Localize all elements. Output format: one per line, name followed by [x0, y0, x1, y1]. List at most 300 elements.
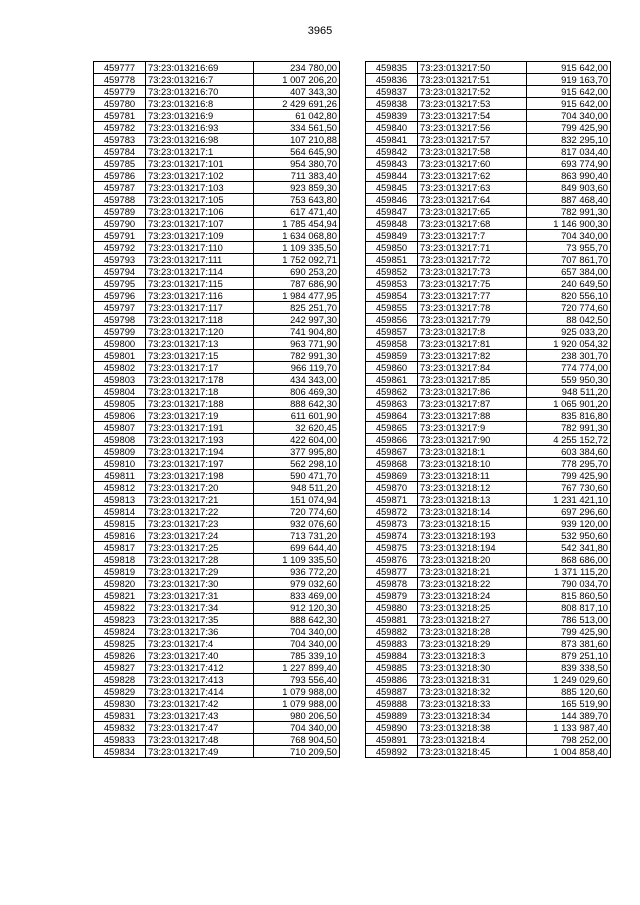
cadastral-number-cell: 73:23:013218:33	[418, 698, 527, 710]
row-number-cell: 459882	[366, 626, 418, 638]
cadastral-number-cell: 73:23:013217:105	[146, 194, 254, 206]
table-row	[366, 710, 611, 722]
table-row	[366, 206, 611, 218]
row-number-cell: 459838	[366, 98, 418, 110]
row-number-cell: 459877	[366, 566, 418, 578]
row-number-cell: 459798	[94, 314, 146, 326]
table-row	[94, 734, 340, 746]
cadastral-number-cell: 73:23:013217:75	[418, 278, 527, 290]
cadastral-number-cell: 73:23:013217:102	[146, 170, 254, 182]
cadastral-number-cell: 73:23:013217:111	[146, 254, 254, 266]
row-number-cell: 459822	[94, 602, 146, 614]
value-cell: 948 511,20	[527, 386, 611, 398]
cadastral-number-cell: 73:23:013217:30	[146, 578, 254, 590]
table-row	[94, 458, 340, 470]
cadastral-number-cell: 73:23:013218:29	[418, 638, 527, 650]
value-cell: 939 120,00	[527, 518, 611, 530]
cadastral-number-cell: 73:23:013218:12	[418, 482, 527, 494]
cadastral-number-cell: 73:23:013216:8	[146, 98, 254, 110]
row-number-cell: 459783	[94, 134, 146, 146]
table-row	[366, 602, 611, 614]
value-cell: 407 343,30	[254, 86, 340, 98]
row-number-cell: 459878	[366, 578, 418, 590]
cadastral-number-cell: 73:23:013216:93	[146, 122, 254, 134]
cadastral-number-cell: 73:23:013217:414	[146, 686, 254, 698]
cadastral-number-cell: 73:23:013217:90	[418, 434, 527, 446]
value-cell: 774 774,00	[527, 362, 611, 374]
table-row	[366, 278, 611, 290]
cadastral-number-cell: 73:23:013218:32	[418, 686, 527, 698]
cadastral-number-cell: 73:23:013217:77	[418, 290, 527, 302]
value-cell: 2 429 691,26	[254, 98, 340, 110]
value-cell: 693 774,90	[527, 158, 611, 170]
table-row	[94, 350, 340, 362]
table-row	[94, 602, 340, 614]
table-row	[366, 662, 611, 674]
row-number-cell: 459863	[366, 398, 418, 410]
table-row	[94, 638, 340, 650]
row-number-cell: 459842	[366, 146, 418, 158]
cadastral-number-cell: 73:23:013217:63	[418, 182, 527, 194]
value-cell: 1 079 988,00	[254, 686, 340, 698]
table-row	[94, 206, 340, 218]
row-number-cell: 459886	[366, 674, 418, 686]
row-number-cell: 459799	[94, 326, 146, 338]
value-cell: 1 109 335,50	[254, 554, 340, 566]
value-cell: 1 109 335,50	[254, 242, 340, 254]
value-cell: 790 034,70	[527, 578, 611, 590]
table-row	[366, 722, 611, 734]
table-row	[366, 482, 611, 494]
cadastral-number-cell: 73:23:013217:79	[418, 314, 527, 326]
value-cell: 786 513,00	[527, 614, 611, 626]
cadastral-number-cell: 73:23:013217:35	[146, 614, 254, 626]
table-row	[94, 230, 340, 242]
row-number-cell: 459868	[366, 458, 418, 470]
row-number-cell: 459883	[366, 638, 418, 650]
row-number-cell: 459788	[94, 194, 146, 206]
table-row	[366, 470, 611, 482]
row-number-cell: 459871	[366, 494, 418, 506]
cadastral-number-cell: 73:23:013217:25	[146, 542, 254, 554]
value-cell: 713 731,20	[254, 530, 340, 542]
value-cell: 963 771,90	[254, 338, 340, 350]
row-number-cell: 459888	[366, 698, 418, 710]
value-cell: 1 227 899,40	[254, 662, 340, 674]
row-number-cell: 459777	[94, 62, 146, 74]
table-row	[94, 482, 340, 494]
cadastral-number-cell: 73:23:013217:85	[418, 374, 527, 386]
table-row	[366, 386, 611, 398]
cadastral-number-cell: 73:23:013218:30	[418, 662, 527, 674]
table-row	[94, 626, 340, 638]
value-cell: 617 471,40	[254, 206, 340, 218]
cadastral-number-cell: 73:23:013218:15	[418, 518, 527, 530]
table-row	[94, 290, 340, 302]
cadastral-number-cell: 73:23:013217:78	[418, 302, 527, 314]
table-row	[366, 746, 611, 758]
row-number-cell: 459889	[366, 710, 418, 722]
row-number-cell: 459874	[366, 530, 418, 542]
row-number-cell: 459816	[94, 530, 146, 542]
row-number-cell: 459855	[366, 302, 418, 314]
value-cell: 711 383,40	[254, 170, 340, 182]
value-cell: 562 298,10	[254, 458, 340, 470]
row-number-cell: 459782	[94, 122, 146, 134]
table-row	[366, 302, 611, 314]
row-number-cell: 459840	[366, 122, 418, 134]
value-cell: 782 991,30	[254, 350, 340, 362]
cadastral-number-cell: 73:23:013217:106	[146, 206, 254, 218]
value-cell: 915 642,00	[527, 62, 611, 74]
cadastral-number-cell: 73:23:013217:72	[418, 254, 527, 266]
row-number-cell: 459814	[94, 506, 146, 518]
table-row	[366, 62, 611, 74]
table-row	[94, 242, 340, 254]
value-cell: 980 206,50	[254, 710, 340, 722]
value-cell: 240 649,50	[527, 278, 611, 290]
value-cell: 887 468,40	[527, 194, 611, 206]
cadastral-number-cell: 73:23:013217:73	[418, 266, 527, 278]
row-number-cell: 459792	[94, 242, 146, 254]
cadastral-number-cell: 73:23:013217:86	[418, 386, 527, 398]
table-row	[94, 254, 340, 266]
table-row	[94, 398, 340, 410]
value-cell: 923 859,30	[254, 182, 340, 194]
row-number-cell: 459856	[366, 314, 418, 326]
cadastral-number-cell: 73:23:013217:58	[418, 146, 527, 158]
cadastral-number-cell: 73:23:013217:194	[146, 446, 254, 458]
value-cell: 61 042,80	[254, 110, 340, 122]
row-number-cell: 459817	[94, 542, 146, 554]
table-row	[366, 686, 611, 698]
page-number: 3965	[307, 25, 333, 37]
cadastral-number-cell: 73:23:013217:64	[418, 194, 527, 206]
table-row	[366, 566, 611, 578]
value-cell: 234 780,00	[254, 62, 340, 74]
cadastral-number-cell: 73:23:013217:191	[146, 422, 254, 434]
cadastral-number-cell: 73:23:013217:40	[146, 650, 254, 662]
row-number-cell: 459833	[94, 734, 146, 746]
value-cell: 793 556,40	[254, 674, 340, 686]
value-cell: 915 642,00	[527, 98, 611, 110]
value-cell: 1 079 988,00	[254, 698, 340, 710]
table-row	[94, 278, 340, 290]
value-cell: 839 338,50	[527, 662, 611, 674]
table-row	[94, 566, 340, 578]
table-row	[94, 530, 340, 542]
value-cell: 948 511,20	[254, 482, 340, 494]
value-cell: 720 774,60	[254, 506, 340, 518]
value-cell: 768 904,50	[254, 734, 340, 746]
cadastral-number-cell: 73:23:013218:10	[418, 458, 527, 470]
row-number-cell: 459832	[94, 722, 146, 734]
row-number-cell: 459810	[94, 458, 146, 470]
table-row	[366, 434, 611, 446]
value-cell: 1 007 206,20	[254, 74, 340, 86]
cadastral-number-cell: 73:23:013217:15	[146, 350, 254, 362]
cadastral-number-cell: 73:23:013218:38	[418, 722, 527, 734]
cadastral-number-cell: 73:23:013217:81	[418, 338, 527, 350]
cadastral-number-cell: 73:23:013217:20	[146, 482, 254, 494]
row-number-cell: 459791	[94, 230, 146, 242]
table-row	[366, 734, 611, 746]
value-cell: 868 686,00	[527, 554, 611, 566]
value-cell: 936 772,20	[254, 566, 340, 578]
value-cell: 835 816,80	[527, 410, 611, 422]
row-number-cell: 459802	[94, 362, 146, 374]
row-number-cell: 459823	[94, 614, 146, 626]
value-cell: 699 644,40	[254, 542, 340, 554]
cadastral-number-cell: 73:23:013217:56	[418, 122, 527, 134]
cadastral-number-cell: 73:23:013217:65	[418, 206, 527, 218]
row-number-cell: 459805	[94, 398, 146, 410]
row-number-cell: 459867	[366, 446, 418, 458]
cadastral-number-cell: 73:23:013218:45	[418, 746, 527, 758]
row-number-cell: 459824	[94, 626, 146, 638]
row-number-cell: 459858	[366, 338, 418, 350]
table-row	[366, 374, 611, 386]
cadastral-number-cell: 73:23:013217:50	[418, 62, 527, 74]
row-number-cell: 459872	[366, 506, 418, 518]
row-number-cell: 459884	[366, 650, 418, 662]
table-row	[94, 746, 340, 758]
value-cell: 1 984 477,95	[254, 290, 340, 302]
table-row	[94, 662, 340, 674]
value-cell: 954 380,70	[254, 158, 340, 170]
table-row	[94, 386, 340, 398]
cadastral-number-cell: 73:23:013217:71	[418, 242, 527, 254]
value-cell: 979 032,60	[254, 578, 340, 590]
table-row	[366, 146, 611, 158]
row-number-cell: 459831	[94, 710, 146, 722]
value-cell: 704 340,00	[254, 638, 340, 650]
table-row	[366, 194, 611, 206]
cadastral-number-cell: 73:23:013217:43	[146, 710, 254, 722]
cadastral-number-cell: 73:23:013217:22	[146, 506, 254, 518]
row-number-cell: 459836	[366, 74, 418, 86]
value-cell: 932 076,60	[254, 518, 340, 530]
cadastral-number-cell: 73:23:013217:82	[418, 350, 527, 362]
table-row	[366, 554, 611, 566]
cadastral-number-cell: 73:23:013218:14	[418, 506, 527, 518]
cadastral-number-cell: 73:23:013217:57	[418, 134, 527, 146]
value-cell: 1 065 901,20	[527, 398, 611, 410]
value-cell: 863 990,40	[527, 170, 611, 182]
value-cell: 1 231 421,10	[527, 494, 611, 506]
row-number-cell: 459829	[94, 686, 146, 698]
row-number-cell: 459846	[366, 194, 418, 206]
cadastral-number-cell: 73:23:013216:7	[146, 74, 254, 86]
table-row	[94, 338, 340, 350]
cadastral-number-cell: 73:23:013216:98	[146, 134, 254, 146]
table-row	[94, 674, 340, 686]
value-cell: 1 785 454,94	[254, 218, 340, 230]
row-number-cell: 459875	[366, 542, 418, 554]
value-cell: 888 642,30	[254, 398, 340, 410]
cadastral-number-cell: 73:23:013217:118	[146, 314, 254, 326]
table-row	[94, 422, 340, 434]
table-row	[366, 398, 611, 410]
cadastral-number-cell: 73:23:013218:194	[418, 542, 527, 554]
row-number-cell: 459852	[366, 266, 418, 278]
row-number-cell: 459885	[366, 662, 418, 674]
table-row	[366, 506, 611, 518]
table-row	[366, 518, 611, 530]
table-row	[366, 290, 611, 302]
cadastral-number-cell: 73:23:013217:60	[418, 158, 527, 170]
row-number-cell: 459834	[94, 746, 146, 758]
row-number-cell: 459845	[366, 182, 418, 194]
row-number-cell: 459859	[366, 350, 418, 362]
value-cell: 873 381,60	[527, 638, 611, 650]
table-body	[94, 62, 340, 758]
row-number-cell: 459786	[94, 170, 146, 182]
row-number-cell: 459781	[94, 110, 146, 122]
row-number-cell: 459803	[94, 374, 146, 386]
row-number-cell: 459809	[94, 446, 146, 458]
row-number-cell: 459794	[94, 266, 146, 278]
cadastral-number-cell: 73:23:013217:7	[418, 230, 527, 242]
table-row	[94, 122, 340, 134]
value-cell: 808 817,10	[527, 602, 611, 614]
table-row	[366, 578, 611, 590]
table-row	[366, 650, 611, 662]
cadastral-number-cell: 73:23:013217:197	[146, 458, 254, 470]
value-cell: 925 033,20	[527, 326, 611, 338]
table-row	[366, 326, 611, 338]
value-cell: 919 163,70	[527, 74, 611, 86]
value-cell: 710 209,50	[254, 746, 340, 758]
table-row	[94, 362, 340, 374]
cadastral-number-cell: 73:23:013218:34	[418, 710, 527, 722]
row-number-cell: 459815	[94, 518, 146, 530]
row-number-cell: 459825	[94, 638, 146, 650]
value-cell: 885 120,60	[527, 686, 611, 698]
cadastral-number-cell: 73:23:013217:9	[418, 422, 527, 434]
row-number-cell: 459818	[94, 554, 146, 566]
cadastral-number-cell: 73:23:013217:51	[418, 74, 527, 86]
value-cell: 799 425,90	[527, 122, 611, 134]
table-row	[94, 518, 340, 530]
value-cell: 704 340,00	[254, 626, 340, 638]
table-row	[94, 434, 340, 446]
cadastral-number-cell: 73:23:013217:49	[146, 746, 254, 758]
row-number-cell: 459797	[94, 302, 146, 314]
value-cell: 377 995,80	[254, 446, 340, 458]
table-body	[366, 62, 611, 758]
row-number-cell: 459828	[94, 674, 146, 686]
value-cell: 912 120,30	[254, 602, 340, 614]
value-cell: 817 034,40	[527, 146, 611, 158]
value-cell: 532 950,60	[527, 530, 611, 542]
table-row	[94, 698, 340, 710]
cadastral-number-cell: 73:23:013217:52	[418, 86, 527, 98]
value-cell: 915 642,00	[527, 86, 611, 98]
row-number-cell: 459879	[366, 590, 418, 602]
value-cell: 1 634 068,80	[254, 230, 340, 242]
row-number-cell: 459808	[94, 434, 146, 446]
cadastral-number-cell: 73:23:013217:34	[146, 602, 254, 614]
cadastral-number-cell: 73:23:013217:87	[418, 398, 527, 410]
table-row	[94, 158, 340, 170]
value-cell: 559 950,30	[527, 374, 611, 386]
cadastral-number-cell: 73:23:013217:13	[146, 338, 254, 350]
row-number-cell: 459813	[94, 494, 146, 506]
row-number-cell: 459853	[366, 278, 418, 290]
value-cell: 879 251,10	[527, 650, 611, 662]
table-row	[94, 578, 340, 590]
table-row	[94, 134, 340, 146]
value-cell: 107 210,88	[254, 134, 340, 146]
table-row	[366, 110, 611, 122]
row-number-cell: 459795	[94, 278, 146, 290]
table-row	[366, 254, 611, 266]
table-row	[94, 86, 340, 98]
value-cell: 782 991,30	[527, 206, 611, 218]
table-row	[366, 98, 611, 110]
row-number-cell: 459850	[366, 242, 418, 254]
table-row	[94, 722, 340, 734]
cadastral-number-cell: 73:23:013217:413	[146, 674, 254, 686]
row-number-cell: 459811	[94, 470, 146, 482]
value-cell: 611 601,90	[254, 410, 340, 422]
cadastral-number-cell: 73:23:013217:193	[146, 434, 254, 446]
table-row	[94, 302, 340, 314]
table-row	[366, 242, 611, 254]
table-row	[94, 542, 340, 554]
row-number-cell: 459800	[94, 338, 146, 350]
table-row	[366, 422, 611, 434]
value-cell: 704 340,00	[527, 110, 611, 122]
cadastral-number-cell: 73:23:013218:13	[418, 494, 527, 506]
row-number-cell: 459865	[366, 422, 418, 434]
cadastral-number-cell: 73:23:013217:53	[418, 98, 527, 110]
table-row	[366, 86, 611, 98]
row-number-cell: 459778	[94, 74, 146, 86]
row-number-cell: 459790	[94, 218, 146, 230]
row-number-cell: 459835	[366, 62, 418, 74]
table-row	[94, 218, 340, 230]
table-row	[94, 98, 340, 110]
table-row	[94, 686, 340, 698]
table-row	[94, 554, 340, 566]
row-number-cell: 459837	[366, 86, 418, 98]
cadastral-number-cell: 73:23:013217:412	[146, 662, 254, 674]
row-number-cell: 459839	[366, 110, 418, 122]
row-number-cell: 459806	[94, 410, 146, 422]
row-number-cell: 459862	[366, 386, 418, 398]
value-cell: 151 074,94	[254, 494, 340, 506]
row-number-cell: 459866	[366, 434, 418, 446]
value-cell: 704 340,00	[527, 230, 611, 242]
table-row	[94, 62, 340, 74]
row-number-cell: 459847	[366, 206, 418, 218]
value-cell: 590 471,70	[254, 470, 340, 482]
cadastral-number-cell: 73:23:013217:19	[146, 410, 254, 422]
cadastral-number-cell: 73:23:013218:20	[418, 554, 527, 566]
row-number-cell: 459876	[366, 554, 418, 566]
cadastral-number-cell: 73:23:013217:107	[146, 218, 254, 230]
row-number-cell: 459891	[366, 734, 418, 746]
value-cell: 73 955,70	[527, 242, 611, 254]
cadastral-number-cell: 73:23:013218:28	[418, 626, 527, 638]
cadastral-number-cell: 73:23:013218:11	[418, 470, 527, 482]
table-row	[94, 494, 340, 506]
cadastral-number-cell: 73:23:013217:21	[146, 494, 254, 506]
row-number-cell: 459796	[94, 290, 146, 302]
table-row	[366, 542, 611, 554]
